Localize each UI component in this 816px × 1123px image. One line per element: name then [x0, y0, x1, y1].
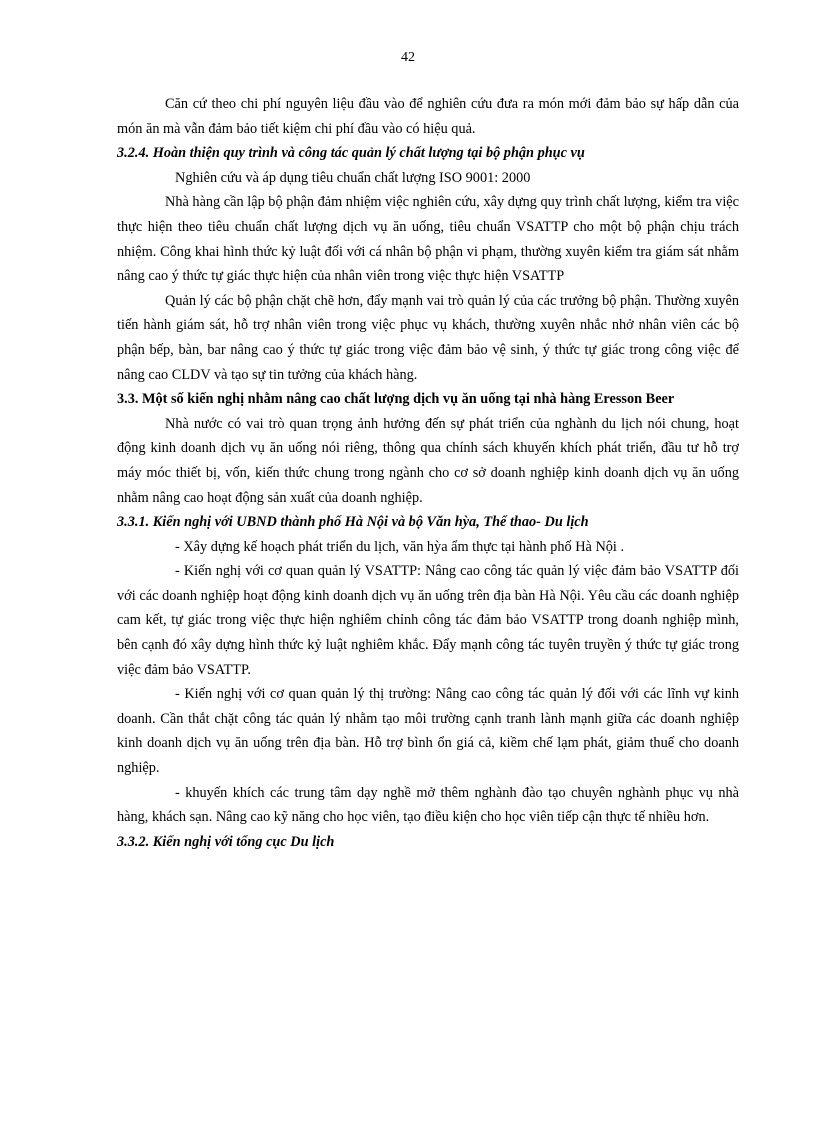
list-item: - Kiến nghị với cơ quan quản lý thị trường: Nâng cao công tác quản lý đối với các lĩnh vự kinh doanh. Cần thắt chặt công tác quản lý nhằm tạo môi trường cạnh tranh lành mạnh giữa các doanh nghiệp kinh doanh dịch vụ ăn uống trên địa bàn. Hỗ trợ bình ổn giá cả, kiềm chế lạm phát, giảm thuế cho doanh nghiệp.	[117, 686, 739, 777]
section-heading-3-2-4: 3.2.4. Hoàn thiện quy trình và công tác quản lý chất lượng tại bộ phận phục vụ	[117, 145, 585, 162]
paragraph: Nhà nước có vai trò quan trọng ảnh hưởng đến sự phát triển của nghành du lịch nói chung, hoạt động kinh doanh dịch vụ ăn uống nói riêng, thông qua chính sách khuyến khích phát triển, đầu tư hỗ trợ máy móc thiết bị, vốn, kiến thức chung trong ngành cho cơ sở doanh nghiệp kinh doanh dịch vụ ăn uống nhằm nâng cao hoạt động sản xuất của doanh nghiệp.	[117, 415, 739, 506]
paragraph: Nhà hàng cần lập bộ phận đảm nhiệm việc nghiên cứu, xây dựng quy trình chất lượng, kiểm tra việc thực hiện theo tiêu chuẩn chất lượng dịch vụ ăn uống, tiêu chuẩn VSATTP cho một bộ phận chịu trách nhiệm. Công khai hình thức kỷ luật đối với cá nhân bộ phận vi phạm, thường xuyên kiểm tra giám sát nhằm nâng cao ý thức tự giác thực hiện của nhân viên trong việc thực hiện VSATTP	[117, 194, 739, 285]
section-heading-3-3-1: 3.3.1. Kiến nghị với UBND thành phố Hà Nội và bộ Văn hỳa, Thể thao- Du lịch	[117, 514, 589, 531]
document-body	[117, 92, 739, 854]
paragraph: Căn cứ theo chi phí nguyên liệu đầu vào để nghiên cứu đưa ra món mới đảm bảo sự hấp dẫn của món ăn mà vẫn đảm bảo tiết kiệm chi phí đầu vào có hiệu quả.	[117, 96, 739, 137]
list-item: - khuyến khích các trung tâm dạy nghề mở thêm nghành đào tạo chuyên nghành phục vụ nhà hàng, khách sạn. Nâng cao kỹ năng cho học viên, tạo điều kiện cho học viên tiếp cận thực tế nhiều hơn.	[117, 784, 739, 826]
list-item: - Xây dựng kế hoạch phát triển du lịch, văn hỳa ẩm thực tại hành phố Hà Nội .	[175, 538, 625, 555]
paragraph: Quản lý các bộ phận chặt chẽ hơn, đẩy mạnh vai trò quản lý của các trưởng bộ phận. Thường xuyên tiến hành giám sát, hỗ trợ nhân viên trong việc phục vụ khách, thường xuyên nhắc nhở nhân viên các bộ phận bếp, bàn, bar nâng cao ý thức tự giác trong việc đảm bảo vệ sinh, ý thức tự giác trong công việc để nâng cao CLDV và tạo sự tin tưởng của khách hàng.	[117, 292, 739, 383]
section-heading-3-3-2: 3.3.2. Kiến nghị với tổng cục Du lịch	[117, 833, 335, 850]
list-item: - Kiến nghị với cơ quan quản lý VSATTP: Nâng cao công tác quản lý việc đảm bảo VSATTP đối với các doanh nghiệp hoạt động kinh doanh dịch vụ ăn uống trên địa bàn Hà Nội. Yêu cầu các doanh nghiệp cam kết, tự giác trong việc thực hiện nghiêm chỉnh công tác đảm bảo VSATTP trong doanh nghiệp mình, bên cạnh đó xây dựng hình thức kỷ luật nghiêm khắc. Đẩy mạnh công tác tuyên truyền ý thức tự giác trong việc đảm bảo VSATTP.	[117, 563, 739, 678]
subheading-iso: Nghiên cứu và áp dụng tiêu chuẩn chất lượng ISO 9001: 2000	[175, 169, 531, 186]
page-number: 42	[401, 50, 415, 65]
section-heading-3-3: 3.3. Một số kiến nghị nhằm nâng cao chất lượng dịch vụ ăn uống tại nhà hàng Eresson Beer	[117, 391, 675, 408]
